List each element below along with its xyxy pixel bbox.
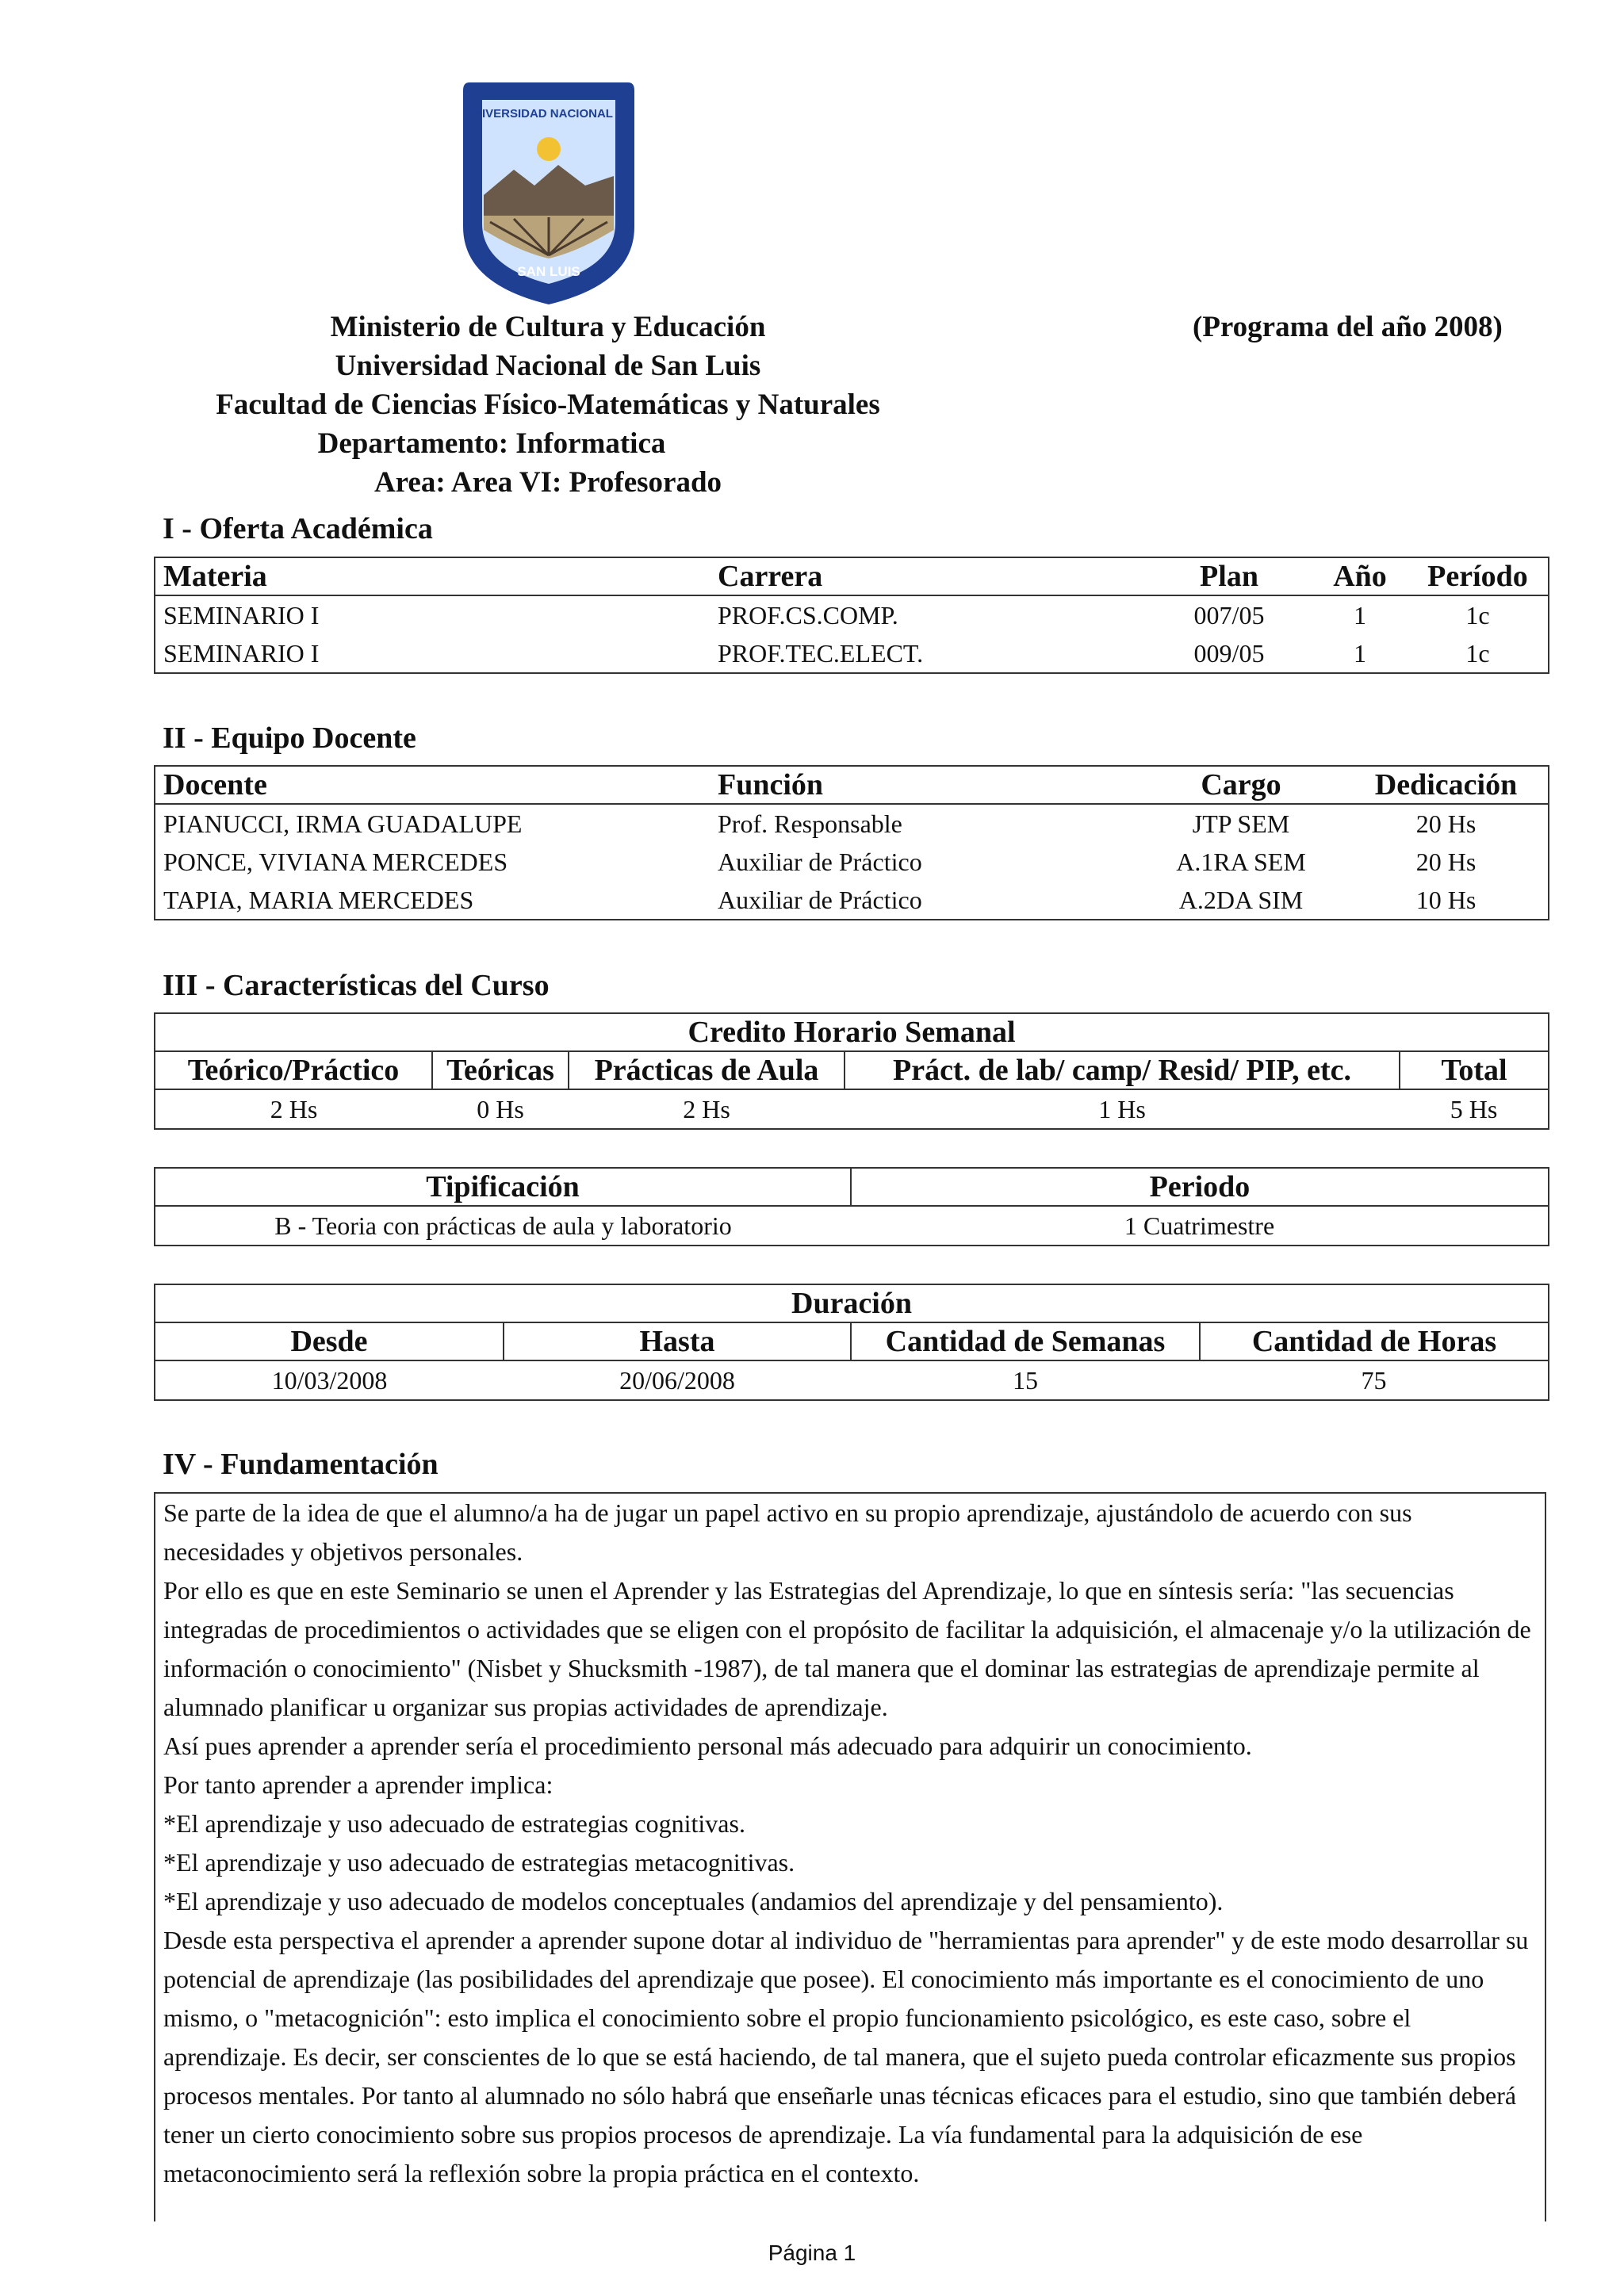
page-number: Página 1 [768,2241,856,2265]
tipificacion-header: Tipificación [155,1168,851,1206]
equipo-cell-dedicacion: 20 Hs [1415,809,1477,838]
equipo-header-dedicacion: Dedicación [1374,768,1518,802]
fundamentacion-paragraph: *El aprendizaje y uso adecuado de estrategias metacognitivas. [163,1848,795,1877]
credito-header-total: Total [1441,1054,1507,1087]
equipo-cell-docente: PIANUCCI, IRMA GUADALUPE [163,809,523,838]
oferta-header-anio: Año [1333,560,1387,593]
department-title: Departamento: Informatica [317,427,666,460]
duracion-value-desde: 10/03/2008 [271,1365,388,1395]
equipo-header-cargo: Cargo [1201,768,1281,802]
table-row [155,1360,1549,1400]
oferta-cell-anio: 1 [1354,638,1366,668]
duracion-value-horas: 75 [1361,1365,1387,1395]
credito-header-practicas-lab: Práct. de lab/ camp/ Resid/ PIP, etc. [845,1051,1400,1089]
duracion-title: Duración [791,1287,912,1320]
area-title: Area: Area VI: Profesorado [373,466,722,499]
equipo-header-row [155,766,1549,804]
oferta-cell-plan: 007/05 [1193,600,1265,629]
fundamentacion-paragraph: Por tanto aprender a aprender implica: [163,1770,553,1799]
oferta-cell-materia: SEMINARIO I [163,600,320,629]
oferta-cell-periodo: 1c [1465,600,1490,629]
credito-title-row [155,1013,1549,1051]
oferta-header-plan: Plan [1200,560,1258,593]
equipo-cell-funcion: Auxiliar de Práctico [718,847,922,876]
credito-value-teorico-practico: 2 Hs [270,1094,318,1123]
fundamentacion-paragraph: Desde esta perspectiva el aprender a aprender supone dotar al individuo de "herramientas para aprender" y de este modo desarrollar su potencial de aprendizaje (las posibilidades del aprendizaje que posee). El conocimiento más importante es el conocimiento de uno mismo, o "metacognición": esto implica el conocimiento sobre el propio funcionamiento psicológico, es este caso, sobre el aprendizaje. Es decir, ser conscientes de lo que se está haciendo, de tal manera, que el sujeto pueda controlar eficazmente sus propios procesos mentales. Por tanto al alumnado no sólo habrá que enseñarle unas técnicas eficaces para el estudio, sino que también deberá tener un cierto conocimiento sobre sus propios procesos de aprendizaje. La vía fundamental para la adquisición de ese metaconocimiento será la reflexión sobre la propia práctica en el contexto. [163,1926,1529,2187]
equipo-cell-funcion: Auxiliar de Práctico [718,885,922,914]
oferta-cell-anio: 1 [1354,600,1366,629]
periodo-header: Periodo [1149,1170,1251,1203]
periodo-value: 1 Cuatrimestre [1124,1211,1275,1240]
university-title: Universidad Nacional de San Luis [335,350,761,382]
credito-header-practicas-aula: Prácticas de Aula [569,1051,845,1089]
fundamentacion-title: IV - Fundamentación [163,1448,439,1481]
table-row [155,881,1549,920]
equipo-table [154,765,1549,920]
duracion-header-semanas: Cantidad de Semanas [851,1322,1200,1360]
oferta-cell-carrera: PROF.TEC.ELECT. [718,638,924,668]
duracion-value-hasta: 20/06/2008 [619,1365,735,1395]
credito-header-row [155,1051,1549,1089]
ministry-title: Ministerio de Cultura y Educación [330,311,766,343]
credito-value-teoricas: 0 Hs [477,1094,524,1123]
tipificacion-table [154,1167,1549,1246]
credito-header-teorico-practico: Teórico/Práctico [155,1051,432,1089]
oferta-title: I - Oferta Académica [163,512,433,545]
oferta-cell-materia: SEMINARIO I [163,638,320,668]
credito-value-practicas-aula: 2 Hs [683,1094,730,1123]
table-row [155,804,1549,843]
table-row [155,1089,1549,1129]
fundamentacion-paragraph: Así pues aprender a aprender sería el procedimiento personal más adecuado para adquirir un conocimiento. [163,1732,1252,1760]
oferta-cell-periodo: 1c [1465,638,1490,668]
equipo-cell-cargo: JTP SEM [1192,809,1290,838]
fundamentacion-paragraph: Se parte de la idea de que el alumno/a ha de jugar un papel activo en su propio aprendizaje, ajustándolo de acuerdo con sus necesidades y objetivos personales. [163,1498,1412,1566]
duracion-value-semanas: 15 [1013,1365,1038,1395]
credito-value-practicas-lab: 1 Hs [1098,1094,1146,1123]
table-row [155,1206,1549,1246]
duracion-title-row [155,1284,1549,1322]
equipo-cell-cargo: A.1RA SEM [1176,847,1306,876]
faculty-title: Facultad de Ciencias Físico-Matemáticas y Naturales [216,388,880,421]
equipo-header-docente: Docente [163,768,267,802]
equipo-header-funcion: Función [718,768,824,802]
equipo-cell-dedicacion: 10 Hs [1415,885,1477,914]
fundamentacion-body [154,1492,1546,2221]
duracion-table [154,1284,1549,1401]
oferta-header-materia: Materia [163,560,267,593]
equipo-title: II - Equipo Docente [163,721,416,755]
caracteristicas-title: III - Características del Curso [163,969,550,1002]
university-logo [458,76,639,308]
equipo-cell-cargo: A.2DA SIM [1178,885,1304,914]
credito-header-teoricas: Teóricas [432,1051,569,1089]
tipificacion-value: B - Teoria con prácticas de aula y laboratorio [274,1211,732,1240]
duracion-header-horas: Cantidad de Horas [1251,1325,1497,1358]
credito-value-total: 5 Hs [1450,1094,1498,1123]
table-row [155,634,1549,673]
tipificacion-header-row [155,1168,1549,1206]
credito-title: Credito Horario Semanal [688,1016,1016,1049]
equipo-cell-docente: PONCE, VIVIANA MERCEDES [163,847,508,876]
oferta-table [154,557,1549,674]
program-year: (Programa del año 2008) [1193,311,1503,343]
credito-table [154,1012,1549,1130]
oferta-header-periodo: Período [1427,560,1528,593]
equipo-cell-docente: TAPIA, MARIA MERCEDES [163,885,474,914]
equipo-cell-dedicacion: 20 Hs [1415,847,1477,876]
logo-bottom-text: SAN LUIS [517,264,580,279]
duracion-header-desde: Desde [155,1322,504,1360]
logo-top-text: UNIVERSIDAD NACIONAL DE [465,107,633,121]
fundamentacion-paragraph: Por ello es que en este Seminario se unen el Aprender y las Estrategias del Aprendizaje, lo que en síntesis sería: "las secuencias integradas de procedimientos o actividades que se eligen con el propósito de facilitar la adquisición, el almacenaje y/o la utilización de información o conocimiento" (Nisbet y Shucksmith -1987), de tal manera que el dominar las estrategias de aprendizaje permite al alumnado planificar u organizar sus propias actividades de aprendizaje. [163,1576,1531,1721]
duracion-header-hasta: Hasta [504,1322,851,1360]
equipo-cell-funcion: Prof. Responsable [718,809,902,838]
oferta-cell-carrera: PROF.CS.COMP. [718,600,898,629]
oferta-header-row [155,557,1549,595]
table-row [155,595,1549,634]
fundamentacion-paragraph: *El aprendizaje y uso adecuado de modelos conceptuales (andamios del aprendizaje y del pensamiento). [163,1887,1224,1915]
oferta-header-carrera: Carrera [718,560,823,593]
duracion-header-row [155,1322,1549,1360]
fundamentacion-paragraph: *El aprendizaje y uso adecuado de estrategias cognitivas. [163,1809,745,1838]
table-row [155,843,1549,881]
oferta-cell-plan: 009/05 [1193,638,1265,668]
